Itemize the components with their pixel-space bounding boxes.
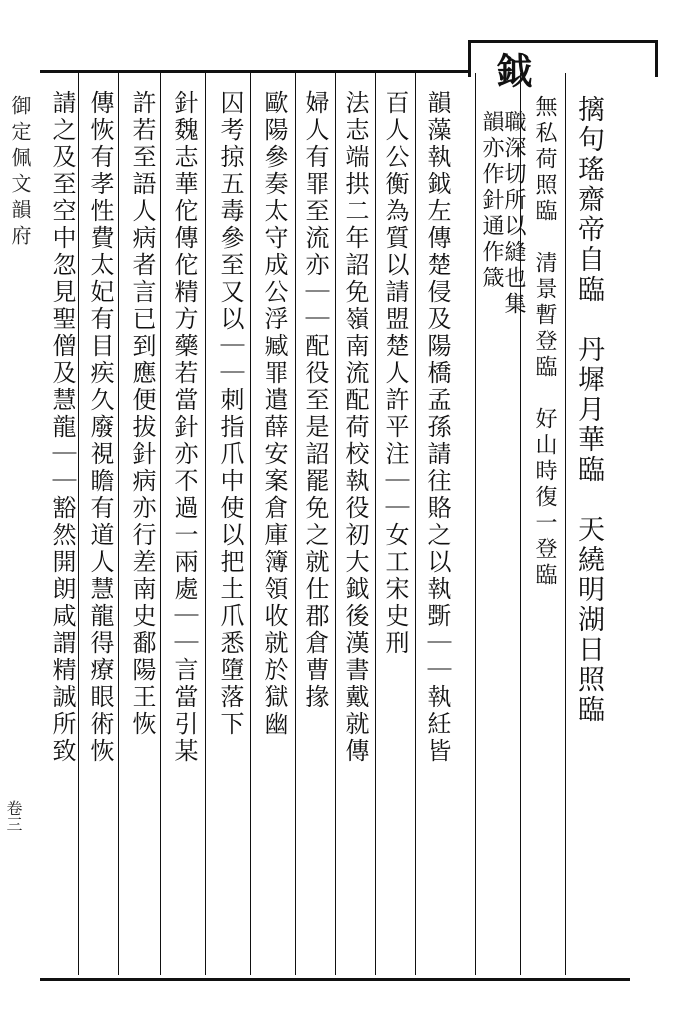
- text-column-6: 百人公衡為質以請盟楚人許平注｜｜女工宋史刑: [381, 90, 409, 657]
- text-column-11: 針魏志華佗傳佗精方藥若當針亦不過一兩處｜｜言當引某: [170, 90, 198, 765]
- text-column-12: 許若至語人病者言已到應便拔針病亦行差南史鄱陽王恢: [128, 90, 156, 738]
- column-rule: [250, 73, 251, 975]
- text-column-8: 婦人有罪至流亦｜｜配役至是詔罷免之就仕郡倉曹掾: [301, 90, 329, 711]
- page-number: 卷三: [4, 800, 23, 832]
- text-column-3: 職深切所以縫也集: [501, 110, 526, 318]
- column-rule: [415, 73, 416, 975]
- column-rule: [205, 73, 206, 975]
- margin-book-title: 御定佩文韻府: [8, 95, 32, 251]
- header-tab-character: 鉞: [491, 52, 533, 88]
- text-column-7: 法志端拱二年詔免嶺南流配荷校執役初大鉞後漢書戴就傳: [341, 90, 369, 765]
- column-rule: [160, 73, 161, 975]
- column-rule: [375, 73, 376, 975]
- text-column-13: 傳恢有孝性費太妃有目疾久廢視瞻有道人慧龍得療眼術恢: [86, 90, 114, 765]
- text-column-14: 請之及至空中忽見聖僧及慧龍｜｜豁然開朗咸謂精誠所致: [48, 90, 76, 765]
- text-column-5: 韻藻執鉞左傳楚侵及陽橋孟孫請往賂之以執斲｜｜執紝皆: [423, 90, 451, 765]
- column-rule: [475, 73, 476, 975]
- text-column-4: 韻亦作針通作箴: [479, 110, 504, 292]
- column-rule: [335, 73, 336, 975]
- column-rule: [78, 73, 79, 975]
- text-column-2: 無私荷照臨 清景暫登臨 好山時復一登臨: [532, 95, 557, 589]
- column-rule: [565, 73, 566, 975]
- text-column-1: 摛句瑤齋帝自臨 丹墀月華臨 天繞明湖日照臨: [573, 95, 604, 725]
- column-rule: [118, 73, 119, 975]
- text-column-9: 歐陽參奏太守成公浮臧罪遣薛安案倉庫簿領收就於獄幽: [260, 90, 288, 738]
- column-rule: [295, 73, 296, 975]
- text-column-10: 囚考掠五毒參至又以｜｜刺指爪中使以把土爪悉墮落下: [216, 90, 244, 738]
